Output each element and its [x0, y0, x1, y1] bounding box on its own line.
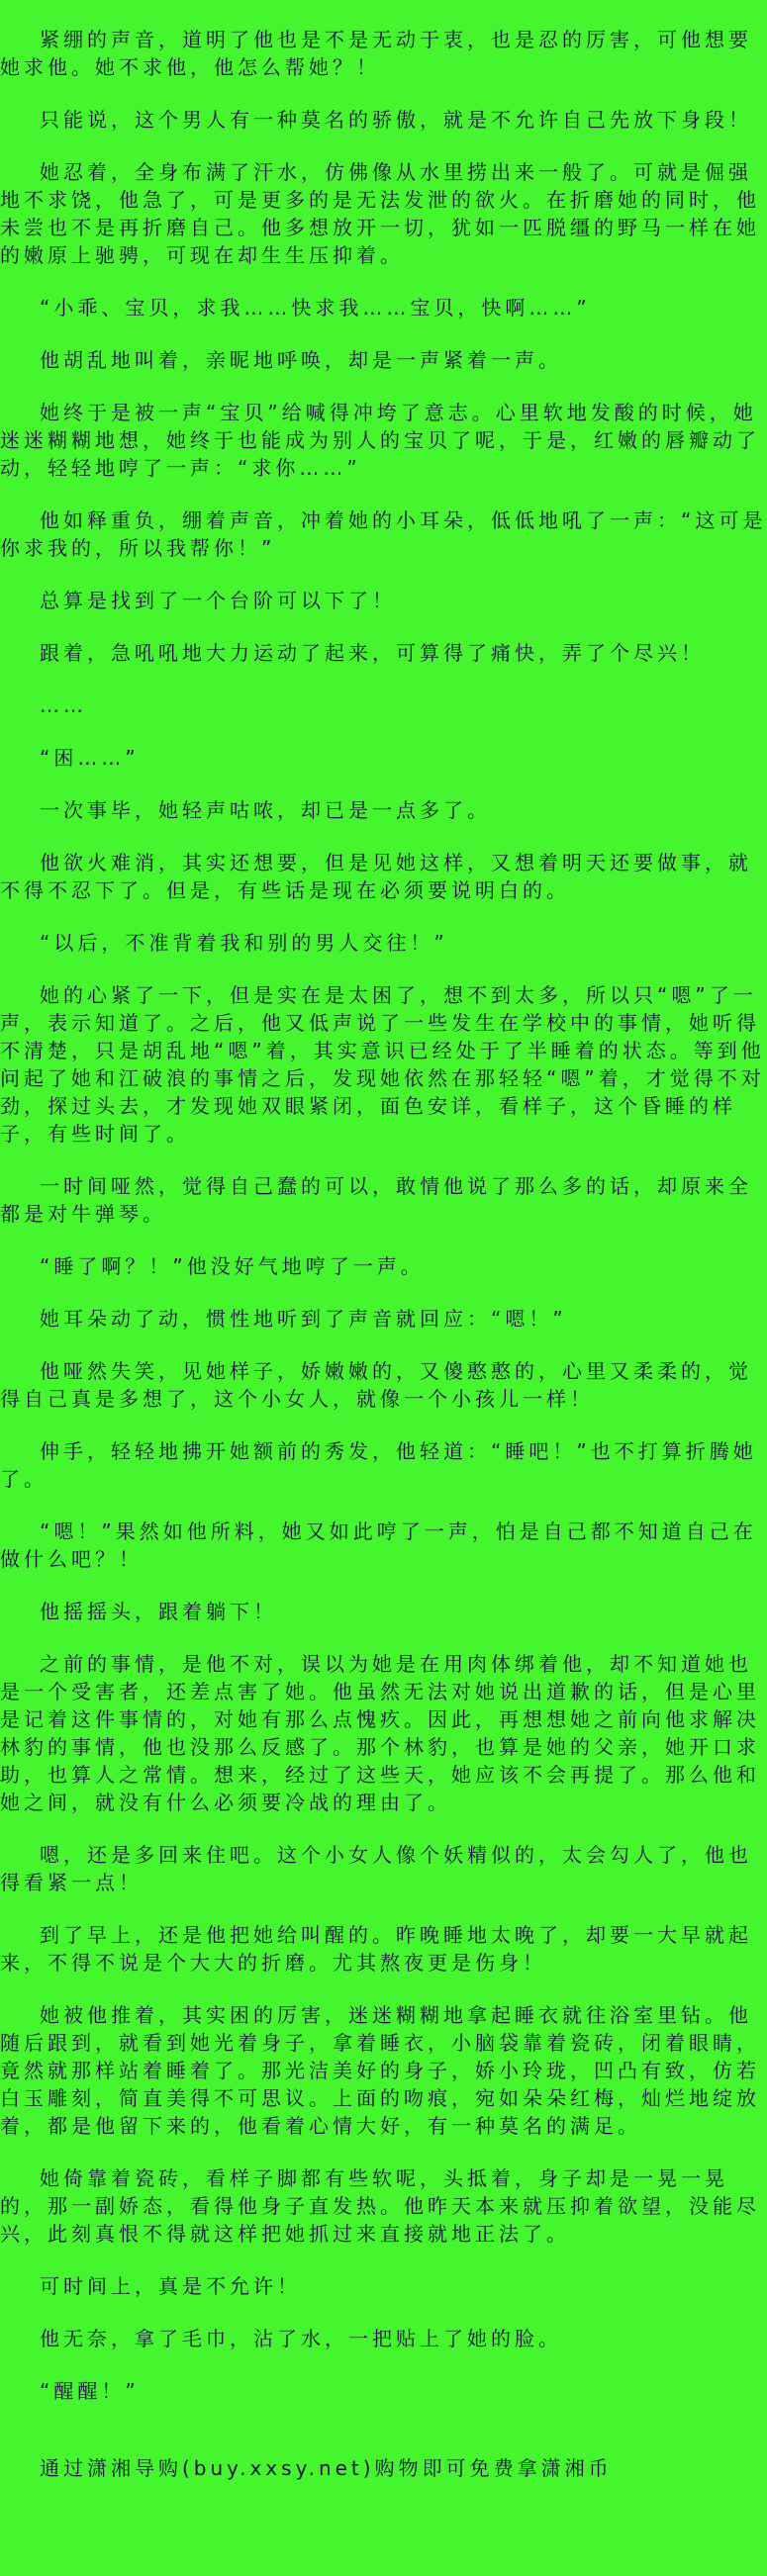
novel-paragraph: 嗯，还是多回来住吧。这个小女人像个妖精似的，太会勾人了，他也得看紧一点！ [0, 1843, 752, 1894]
novel-paragraph: 她耳朵动了动，惯性地听到了声音就回应：“嗯！” [40, 1307, 567, 1331]
novel-paragraph: 到了早上，还是他把她给叫醒的。昨晚睡地太晚了，却要一大早就起来，不得不说是个大大的折磨。尤其熬夜更是伤身！ [0, 1923, 752, 1975]
novel-paragraph: 他无奈，拿了毛巾，沾了水，一把贴上了她的脸。 [40, 2327, 562, 2350]
novel-paragraph: 她终于是被一声“宝贝”给喊得冲垮了意志。心里软地发酸的时候，她迷迷糊糊地想，她终于也能成为别人的宝贝了呢，于是，红嫩的唇瓣动了动，轻轻地哼了一声：“求你……” [0, 401, 760, 480]
novel-paragraph-dialogue: “以后，不准背着我和别的男人交往！” [40, 931, 448, 955]
novel-paragraph: 总算是找到了一个台阶可以下了！ [40, 589, 396, 612]
novel-paragraph-dialogue: “小乖、宝贝，求我……快求我……宝贝，快啊……” [40, 296, 591, 320]
novel-paragraph: 他摇摇头，跟着躺下！ [40, 1600, 277, 1623]
novel-paragraph: 紧绷的声音，道明了他也是不是无动于衷，也是忍的厉害，可他想要她求他。她不求他，他怎么帮她？！ [0, 28, 752, 79]
novel-paragraph: 之前的事情，是他不对，误以为她是在用肉体绑着他，却不知道她也是一个受害者，还差点害了她。他虽然无法对她说出道歉的话，但是心里是记着这件事情的，对她有那么点愧疚。因此，再想想她之前向他求解决林豹的事情，他也没那么反感了。那个林豹，也算是她的父亲，她开口求助，也算人之常情。想来，经过了这些天，她应该不会再提了。那么他和她之间，就没有什么必须要冷战的理由了。 [0, 1652, 760, 1814]
novel-paragraph: 可时间上，真是不允许！ [40, 2274, 301, 2298]
novel-paragraph-dialogue: “嗯！”果然如他所料，她又如此哼了一声，怕是自己都不知道自己在做什么吧？！ [0, 1519, 757, 1571]
novel-paragraph: 她的心紧了一下，但是实在是太困了，想不到太多，所以只“嗯”了一声，表示知道了。之后，他又低声说了一些发生在学校中的事情，她听得不清楚，只是胡乱地“嗯”着，其实意识已经处于了半睡着的状态。等到他问起了她和江破浪的事情之后，发现她依然在那轻轻“嗯”着，才觉得不对劲，探过头去，才发现她双眼紧闭，面色安详，看样子，这个昏睡的样子，有些时间了。 [0, 983, 765, 1146]
novel-paragraph: 她忍着，全身布满了汗水，仿佛像从水里捞出来一般了。可就是倔强地不求饶，他急了，可是更多的是无法发泄的欲火。在折磨她的同时，他未尝也不是再折磨自己。他多想放开一切，犹如一匹脱缰的野马一样在她的嫩原上驰骋，可现在却生生压抑着。 [0, 160, 760, 267]
novel-paragraph: 他哑然失笑，见她样子，娇嫩嫩的，又傻憨憨的，心里又柔柔的，觉得自己真是多想了，这个小女人，就像一个小孩儿一样！ [0, 1359, 752, 1411]
novel-paragraph: 他胡乱地叫着，亲昵地呼唤，却是一声紧着一声。 [40, 348, 562, 372]
novel-paragraph: 一次事毕，她轻声咕哝，却已是一点多了。 [40, 798, 491, 822]
novel-paragraph: 一时间哑然，觉得自己蠢的可以，敢情他说了那么多的话，却原来全都是对牛弹琴。 [0, 1174, 752, 1226]
novel-paragraph: 跟着，急吼吼地大力运动了起来，可算得了痛快，弄了个尽兴！ [40, 641, 705, 665]
novel-paragraph-dialogue: “醒醒！” [40, 2379, 140, 2403]
novel-paragraph: 她倚靠着瓷砖，看样子脚都有些软呢，头抵着，身子却是一晃一晃的，那一副娇态，看得他身子直发热。他昨天本来就压抑着欲望，没能尽兴，此刻真恨不得就这样把她抓过来直接就地正法了。 [0, 2166, 760, 2246]
novel-paragraph-dialogue: “睡了啊？！”他没好气地哼了一声。 [40, 1254, 425, 1278]
novel-paragraph: 她被他推着，其实困的厉害，迷迷糊糊地拿起睡衣就往浴室里钻。他随后跟到，就看到她光着身子，拿着睡衣，小脑袋靠着瓷砖，闭着眼睛，竟然就那样站着睡着了。那光洁美好的身子，娇小玲珑，凹凸有致，仿若白玉雕刻，简直美得不可思议。上面的吻痕，宛如朵朵红梅，灿烂地绽放着，都是他留下来的，他看着心情大好，有一种莫名的满足。 [0, 2003, 760, 2138]
novel-paragraph: 伸手，轻轻地拂开她额前的秀发，他轻道：“睡吧！”也不打算折腾她了。 [0, 1439, 757, 1491]
promo-footer: 通过潇湘导购(buy.xxsy.net)购物即可免费拿潇湘币 [40, 2456, 613, 2480]
novel-paragraph-dialogue: “困……” [40, 746, 140, 770]
novel-paragraph: 他欲火难消，其实还想要，但是见她这样，又想着明天还要做事，就不得不忍下了。但是，有些话是现在必须要说明白的。 [0, 851, 752, 902]
novel-paragraph: 他如释重负，绷着声音，冲着她的小耳朵，低低地吼了一声：“这可是你求我的，所以我帮你！” [0, 508, 767, 560]
novel-paragraph-ellipsis: …… [40, 693, 87, 717]
novel-paragraph: 只能说，这个男人有一种莫名的骄傲，就是不允许自己先放下身段！ [40, 108, 752, 132]
